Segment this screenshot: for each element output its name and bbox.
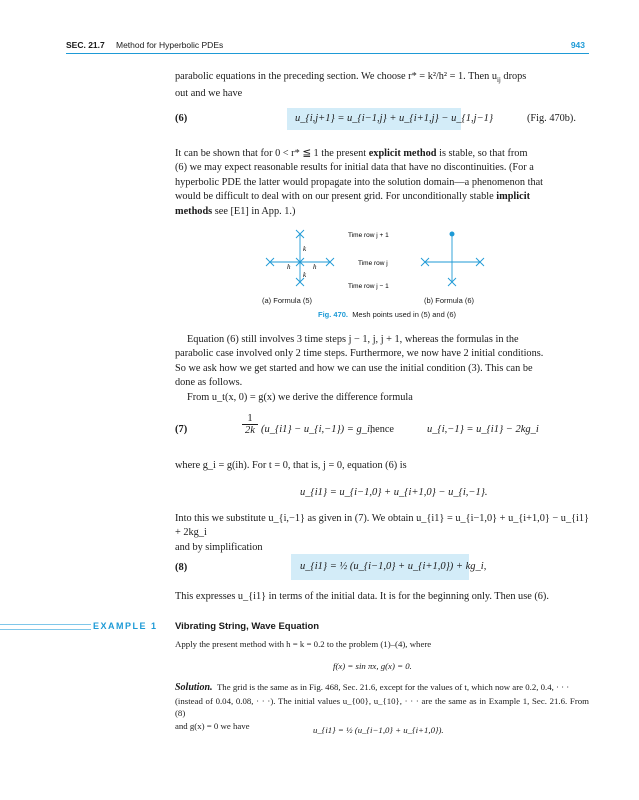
eq7-rhs: u_{i,−1} = u_{i1} − 2kg_i xyxy=(427,424,539,435)
paragraph-6: This expresses u_{i1} in terms of the initial data. It is for the beginning only. Then use (6). xyxy=(175,591,549,602)
caption-b: (b) Formula (6) xyxy=(424,296,475,305)
time-row-down-label: Time row j − 1 xyxy=(348,283,389,290)
eq6-formula: u_{i,j+1} = u_{i−1,j} + u_{i+1,j} − u_{1,j−1} xyxy=(295,113,494,124)
caption-a: (a) Formula (5) xyxy=(262,296,313,305)
section-title: Method for Hyperbolic PDEs xyxy=(116,40,224,50)
eq7-fraction: 1 2k xyxy=(242,413,258,436)
paragraph-5: Into this we substitute u_{i,−1} as given in (7). We obtain u_{i1} = u_{i−1,0} + u_{i+1,0} − u_{i1} + 2kg_i and by simplification xyxy=(175,513,589,553)
paragraph-4: where g_i = g(ih). For t = 0, that is, j = 0, equation (6) is xyxy=(175,460,407,471)
section-number: SEC. 21.7 xyxy=(66,40,105,50)
eq6-number: (6) xyxy=(175,113,188,124)
eq7-hence: hence xyxy=(370,424,395,435)
k-label-up: k xyxy=(303,245,307,253)
k-label-down: k xyxy=(303,271,307,279)
example-solution: Solution. The grid is the same as in Fig. 468, Sec. 21.6, except for the values of t, which now are 0.2, 0.4, · · · (instead of 0.04, 0.08, · · ·). The initial values u_{00}, u_{10}, · · · are the same as in Example 1, Sec. 21.6. From (8) and g(x) = 0 we have xyxy=(175,682,589,731)
time-row-up-label: Time row j + 1 xyxy=(348,232,389,239)
eq6-ref: (Fig. 470b). xyxy=(527,113,576,124)
eq-mid: u_{i1} = u_{i−1,0} + u_{i+1,0} − u_{i,−1}. xyxy=(300,487,488,498)
figure-caption: Fig. 470. Mesh points used in (5) and (6) xyxy=(318,310,456,319)
h-label-left: h xyxy=(287,263,291,271)
stencil-a xyxy=(266,230,334,286)
header-rule xyxy=(66,53,589,54)
paragraph-1: parabolic equations in the preceding section. We choose r* = k²/h² = 1. Then $u_{ij}$ drops out and we have xyxy=(175,71,527,100)
example-final-formula: u_{i1} = ½ (u_{i−1,0} + u_{i+1,0}). xyxy=(313,725,444,735)
example-title: Vibrating String, Wave Equation xyxy=(175,621,320,632)
example-intro: Apply the present method with h = k = 0.2 to the problem (1)–(4), where xyxy=(175,639,432,649)
example-formula: f(x) = sin πx, g(x) = 0. xyxy=(333,661,412,671)
mesh-figure xyxy=(240,222,500,302)
eq7-lhs: (u_{i1} − u_{i,−1}) = g_i, xyxy=(261,424,373,435)
page-number: 943 xyxy=(570,40,585,50)
eq8-number: (8) xyxy=(175,562,188,573)
paragraph-2: It can be shown that for 0 < r* ≦ 1 the present explicit method is stable, so that from (6) we may expect reasonable results for initial data that have no discontinuities. (For a hyperbolic PDE the latter would propagate into the solution domain—a phenomenon that would be difficult to deal with on our present grid. For unconditionally stable implicit methods see [E1] in App. 1.) xyxy=(175,148,544,217)
eq8-formula: u_{i1} = ½ (u_{i−1,0} + u_{i+1,0}) + kg_i, xyxy=(300,561,487,572)
example-label: EXAMPLE 1 xyxy=(93,621,158,631)
new-point-dot xyxy=(450,232,455,237)
h-label-right: h xyxy=(313,263,317,271)
time-row-label: Time row j xyxy=(358,260,388,267)
stencil-b xyxy=(421,234,484,286)
paragraph-3: Equation (6) still involves 3 time steps j − 1, j, j + 1, whereas the formulas in the parabolic case involved only 2 time steps. Furthermore, we now have 2 initial conditions. So we ask how we get started and how we can use the initial condition (3). This can be done as follows. From u_t(x, 0) = g(x) we derive the difference formula xyxy=(175,334,544,403)
eq7-number: (7) xyxy=(175,424,188,435)
